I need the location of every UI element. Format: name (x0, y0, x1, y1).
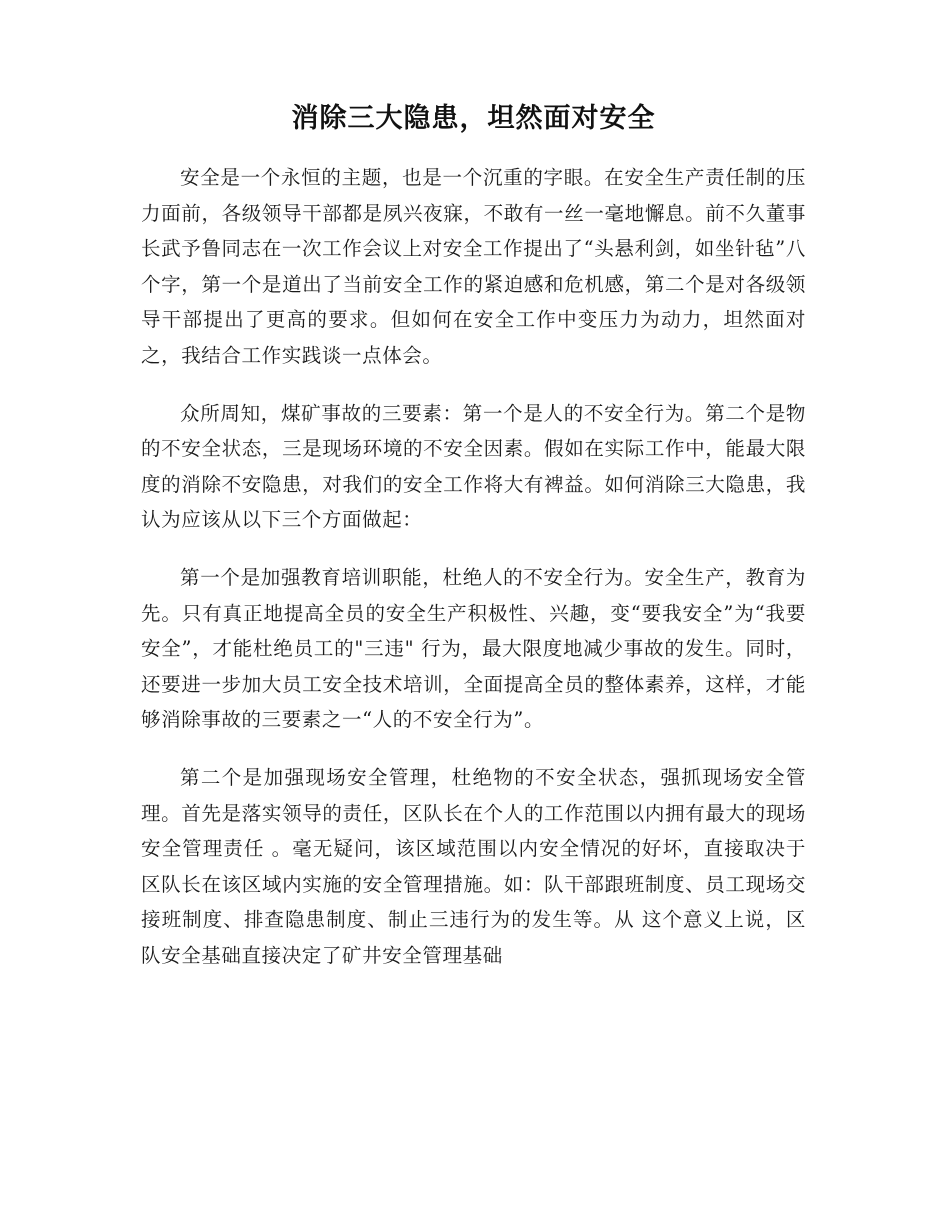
document-title: 消除三大隐患，坦然面对安全 (291, 103, 656, 134)
paragraph-education-training: 第一个是加强教育培训职能，杜绝人的不安全行为。安全生产，教育为先。只有真正地提高全员的安全生产积极性、兴趣，变“要我安全”为“我要安全”，才能杜绝员工的"三违" 行为，最大限度地减少事故的发生。同时，还要进一步加大员工安全技术培训，全面提高全员的整体素养，这样，才能够消除事故的三要素之一“人的不安全行为”。 (141, 565, 806, 732)
paragraph-site-management: 第二个是加强现场安全管理，杜绝物的不安全状态，强抓现场安全管理。首先是落实领导的责任，区队长在个人的工作范围以内拥有最大的现场安全管理责任 。毫无疑问，该区域范围以内安全情况的好坏，直接取决于区队长在该区域内实施的安全管理措施。如：队干部跟班制度、员工现场交接班制度、排查隐患制度、制止三违行为的发生等。从 这个意义上说，区队安全基础直接决定了矿井安全管理基础 (141, 765, 806, 967)
document-page (141, 100, 806, 995)
paragraph-intro: 安全是一个永恒的主题，也是一个沉重的字眼。在安全生产责任制的压力面前，各级领导干部都是夙兴夜寐，不敢有一丝一毫地懈息。前不久董事长武予鲁同志在一次工作会议上对安全工作提出了“头悬利剑，如坐针毡”八个字，第一个是道出了当前安全工作的紧迫感和危机感，第二个是对各级领导干部提出了更高的要求。但如何在安全工作中变压力为动力，坦然面对之，我结合工作实践谈一点体会。 (141, 166, 806, 367)
paragraph-three-elements: 众所周知，煤矿事故的三要素：第一个是人的不安全行为。第二个是物的不安全状态，三是现场环境的不安全因素。假如在实际工作中，能最大限度的消除不安隐患，对我们的安全工作将大有裨益。如何消除三大隐患，我认为应该从以下三个方面做起： (141, 401, 806, 532)
